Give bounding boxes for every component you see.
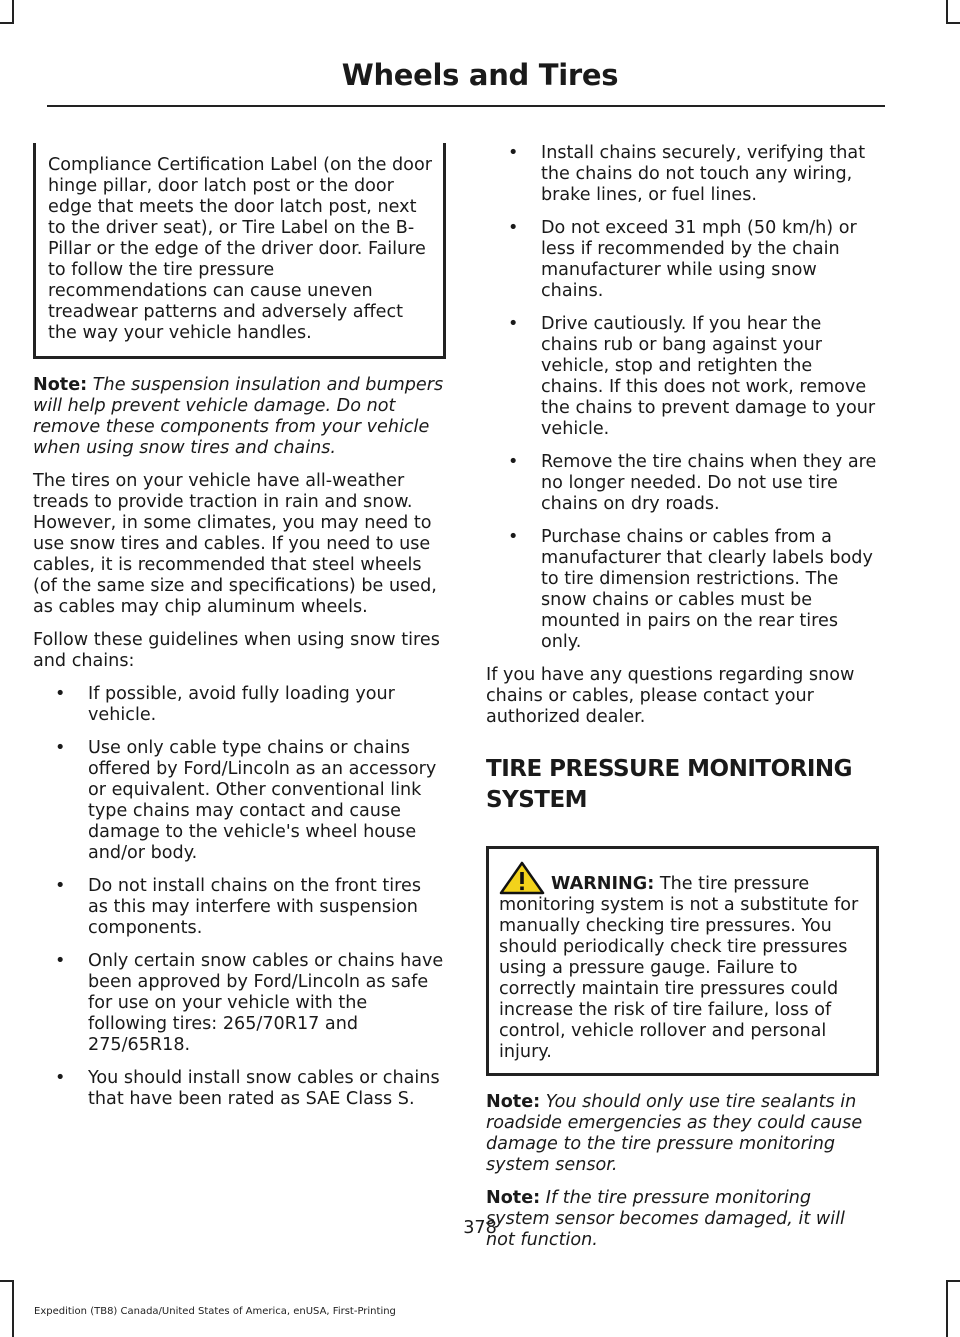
- page-number: 378: [463, 1218, 497, 1238]
- warning-triangle-icon: [499, 861, 545, 895]
- crop-mark: [946, 0, 948, 22]
- crop-mark: [946, 1280, 960, 1282]
- left-column: [33, 143, 446, 1122]
- list-item: • If possible, avoid fully loading your vehicle.: [55, 684, 395, 725]
- crop-mark: [946, 22, 960, 24]
- bullet-icon: •: [508, 452, 519, 472]
- list-item: • Do not install chains on the front tires as this may interfere with suspension components.: [55, 876, 422, 938]
- bullet-icon: •: [55, 876, 66, 896]
- warning-text: The tire pressure monitoring system is not a substitute for manually checking tire pressures. You should periodically check tire pressures using a pressure gauge. Failure to correctly maintain tire pressures could increase the risk of tire failure, loss of control, vehicle rollover and personal injury.: [499, 874, 859, 1062]
- bullet-icon: •: [55, 738, 66, 758]
- section-heading: TIRE PRESSURE MONITORING SYSTEM: [486, 756, 853, 813]
- list-item: • Drive cautiously. If you hear the chains rub or bang against your vehicle, stop and retighten the chains. If this does not work, remove the chains to prevent damage to your vehicle.: [508, 314, 876, 439]
- note-label: Note:: [486, 1092, 541, 1112]
- note-label: Note:: [486, 1188, 541, 1208]
- list-item: • Install chains securely, verifying that the chains do not touch any wiring, brake lines, or fuel lines.: [508, 143, 866, 205]
- crop-mark: [12, 0, 14, 22]
- warning-label: WARNING:: [551, 874, 655, 894]
- note-paragraph: [33, 375, 446, 459]
- body-paragraph: Follow these guidelines when using snow tires and chains:: [33, 630, 440, 671]
- note-paragraph: [486, 1092, 879, 1176]
- crop-mark: [946, 1280, 948, 1337]
- guidelines-list: [33, 684, 446, 1110]
- compliance-box: Compliance Certification Label (on the door hinge pillar, door latch post or the door edge that meets the door latch post, next to the driver seat), or Tire Label on the B-Pillar or the edge of the driver door. Failure to follow the tire pressure recommendations can cause uneven treadwear patterns and adversely affect the way your vehicle handles.: [33, 143, 446, 359]
- warning-box: [486, 846, 879, 1076]
- bullet-icon: •: [508, 143, 519, 163]
- list-item: • Remove the tire chains when they are no longer needed. Do not use tire chains on dry roads.: [508, 452, 877, 514]
- note-text: The suspension insulation and bumpers will help prevent vehicle damage. Do not remove these components from your vehicle when using snow tires and chains.: [33, 375, 444, 458]
- bullet-icon: •: [55, 951, 66, 971]
- crop-mark: [0, 1280, 14, 1282]
- list-item: • You should install snow cables or chains that have been rated as SAE Class S.: [55, 1068, 440, 1109]
- list-item: • Do not exceed 31 mph (50 km/h) or less if recommended by the chain manufacturer while using snow chains.: [508, 218, 857, 301]
- note-text: If the tire pressure monitoring system sensor becomes damaged, it will not function.: [486, 1188, 845, 1250]
- note-label: Note:: [33, 375, 88, 395]
- note-text: You should only use tire sealants in roadside emergencies as they could cause damage to the tire pressure monitoring system sensor.: [486, 1092, 863, 1175]
- right-column: [486, 143, 879, 1263]
- bullet-icon: •: [508, 314, 519, 334]
- body-paragraph: If you have any questions regarding snow chains or cables, please contact your authorized dealer.: [486, 665, 855, 727]
- list-item: • Use only cable type chains or chains offered by Ford/Lincoln as an accessory or equivalent. Other conventional link type chains may contact and cause damage to the vehicle's wheel house and/or body.: [55, 738, 437, 863]
- bullet-icon: •: [55, 1068, 66, 1088]
- bullet-icon: •: [55, 684, 66, 704]
- header-divider: [47, 105, 885, 107]
- page-title: Wheels and Tires: [341, 58, 619, 92]
- bullet-icon: •: [508, 218, 519, 238]
- list-item: • Purchase chains or cables from a manufacturer that clearly labels body to tire dimension restrictions. The snow chains or cables must be mounted in pairs on the rear tires only.: [508, 527, 873, 652]
- footer-text: Expedition (TB8) Canada/United States of America, enUSA, First-Printing: [34, 1306, 396, 1317]
- crop-mark: [12, 1280, 14, 1337]
- list-item: • Only certain snow cables or chains have been approved by Ford/Lincoln as safe for use on your vehicle with the following tires: 265/70R17 and 275/65R18.: [55, 951, 444, 1055]
- crop-mark: [0, 22, 14, 24]
- bullet-icon: •: [508, 527, 519, 547]
- body-paragraph: The tires on your vehicle have all-weather treads to provide traction in rain and snow. However, in some climates, you may need to use snow tires and cables. If you need to use cables, it is recommended that steel wheels (of the same size and specifications) be used, as cables may chip aluminum wheels.: [33, 471, 437, 617]
- chains-list: [486, 143, 879, 653]
